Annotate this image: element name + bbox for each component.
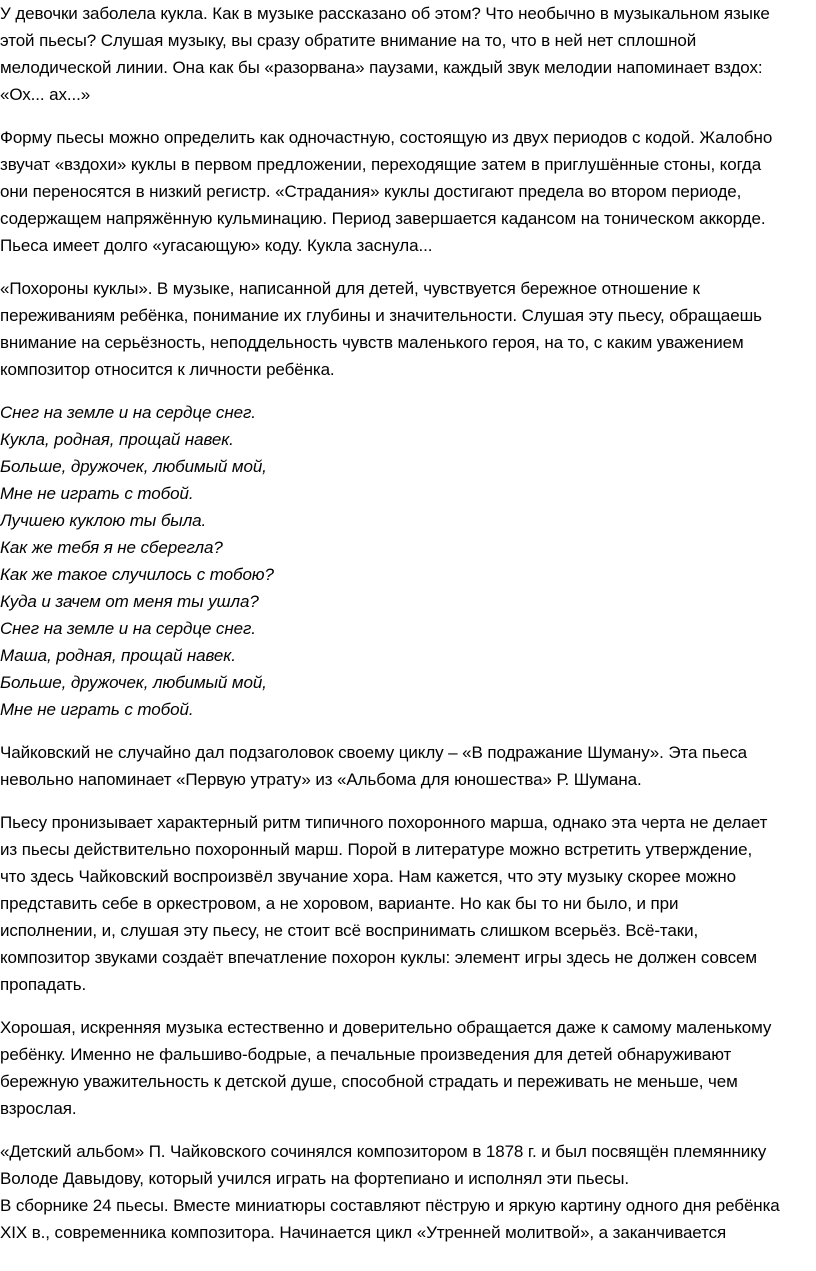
text-line: В сборнике 24 пьесы. Вместе миниатюры составляют пёструю и яркую картину одного дня ребёнка xyxy=(0,1196,780,1215)
body-paragraph xyxy=(0,275,816,383)
text-line: XIX в., современника композитора. Начинается цикл «Утренней молитвой», а заканчивается xyxy=(0,1223,727,1242)
text-line: невольно напоминает «Первую утрату» из «Альбома для юношества» Р. Шумана. xyxy=(0,770,642,789)
text-line: Форму пьесы можно определить как одночастную, состоящую из двух периодов с кодой. Жалобно xyxy=(0,128,773,147)
text-line: «Похороны куклы». В музыке, написанной для детей, чувствуется бережное отношение к xyxy=(0,279,700,298)
text-line: представить себе в оркестровом, а не хоровом, варианте. Но как бы то ни было, и при xyxy=(0,894,679,913)
text-line: мелодической линии. Она как бы «разорвана» паузами, каждый звук мелодии напоминает вздох: xyxy=(0,58,763,77)
poem-line: Снег на земле и на сердце снег. xyxy=(0,619,256,638)
text-line: У девочки заболела кукла. Как в музыке рассказано об этом? Что необычно в музыкальном языке xyxy=(0,4,770,23)
poem-line: Кукла, родная, прощай навек. xyxy=(0,430,234,449)
poem-line: Куда и зачем от меня ты ушла? xyxy=(0,592,259,611)
text-line: этой пьесы? Слушая музыку, вы сразу обратите внимание на то, что в ней нет сплошной xyxy=(0,31,697,50)
text-line: исполнении, и, слушая эту пьесу, не стоит всё воспринимать слишком всерьёз. Всё-таки, xyxy=(0,921,699,940)
body-paragraph xyxy=(0,809,816,998)
text-line: они переносятся в низкий регистр. «Страдания» куклы достигают предела во втором периоде, xyxy=(0,182,742,201)
text-line: из пьесы действительно похоронный марш. Порой в литературе можно встретить утверждение, xyxy=(0,840,753,859)
body-paragraph xyxy=(0,1192,816,1246)
body-paragraph xyxy=(0,1138,816,1192)
text-line: Пьеса имеет долго «угасающую» коду. Кукла заснула... xyxy=(0,236,433,255)
text-line: ребёнку. Именно не фальшиво-бодрые, а печальные произведения для детей обнаруживают xyxy=(0,1045,732,1064)
body-paragraph xyxy=(0,739,816,793)
text-line: переживаниям ребёнка, понимание их глубины и значительности. Слушая эту пьесу, обращаешь xyxy=(0,306,762,325)
poem-line: Мне не играть с тобой. xyxy=(0,700,194,719)
text-line: пропадать. xyxy=(0,975,87,994)
poem-line: Маша, родная, прощай навек. xyxy=(0,646,236,665)
poem-line: Лучшею куклою ты была. xyxy=(0,511,207,530)
poem-line: Как же такое случилось с тобою? xyxy=(0,565,274,584)
text-line: что здесь Чайковский воспроизвёл звучание хора. Нам кажется, что эту музыку скорее можно xyxy=(0,867,736,886)
text-line: композитор звуками создаёт впечатление похорон куклы: элемент игры здесь не должен совсем xyxy=(0,948,757,967)
poem-line: Мне не играть с тобой. xyxy=(0,484,194,503)
text-line: внимание на серьёзность, неподдельность чувств маленького героя, на то, с каким уважением xyxy=(0,333,744,352)
text-line: Чайковский не случайно дал подзаголовок своему циклу – «В подражание Шуману». Эта пьеса xyxy=(0,743,747,762)
poem xyxy=(0,399,816,723)
text-line: «Ох... ах...» xyxy=(0,85,91,104)
text-line: «Детский альбом» П. Чайковского сочинялся композитором в 1878 г. и был посвящён племяннику xyxy=(0,1142,767,1161)
text-line: композитор относится к личности ребёнка. xyxy=(0,360,335,379)
body-paragraph xyxy=(0,1014,816,1122)
text-line: содержащем напряжённую кульминацию. Период завершается кадансом на тоническом аккорде. xyxy=(0,209,766,228)
body-paragraph xyxy=(0,0,816,108)
text-line: Хорошая, искренняя музыка естественно и доверительно обращается даже к самому маленькому xyxy=(0,1018,772,1037)
text-block-after-poem xyxy=(0,739,816,1246)
poem-line: Снег на земле и на сердце снег. xyxy=(0,403,256,422)
text-block-before-poem xyxy=(0,0,816,383)
poem-line: Как же тебя я не сберегла? xyxy=(0,538,223,557)
poem-line: Больше, дружочек, любимый мой, xyxy=(0,457,267,476)
body-paragraph xyxy=(0,124,816,259)
text-line: бережную уважительность к детской душе, способной страдать и переживать не меньше, чем xyxy=(0,1072,738,1091)
poem-line: Больше, дружочек, любимый мой, xyxy=(0,673,267,692)
text-line: Пьесу пронизывает характерный ритм типичного похоронного марша, однако эта черта не делает xyxy=(0,813,768,832)
text-line: звучат «вздохи» куклы в первом предложении, переходящие затем в приглушённые стоны, когда xyxy=(0,155,762,174)
text-line: взрослая. xyxy=(0,1099,77,1118)
text-line: Володе Давыдову, который учился играть на фортепиано и исполнял эти пьесы. xyxy=(0,1169,630,1188)
